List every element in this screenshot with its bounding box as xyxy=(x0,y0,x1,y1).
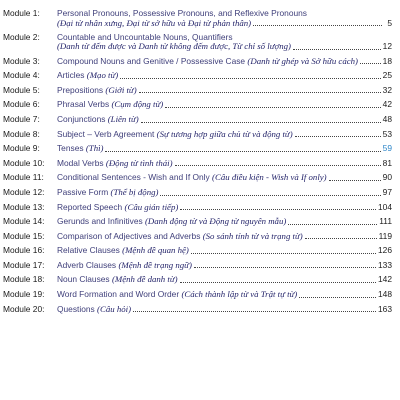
page-number[interactable]: 59 xyxy=(382,143,392,154)
leader-dots xyxy=(139,92,381,93)
page-number: 32 xyxy=(382,84,392,95)
module-title: Passive Form xyxy=(57,186,109,197)
module-subtitle: (Danh từ ghép và Sở hữu cách) xyxy=(247,55,358,66)
toc-row[interactable] xyxy=(3,232,392,242)
page-number: 104 xyxy=(378,201,392,212)
page-number: 97 xyxy=(382,186,392,197)
module-entry xyxy=(57,115,392,125)
module-entry xyxy=(57,9,392,28)
entry-line xyxy=(57,188,392,198)
module-number: Module 12: xyxy=(3,186,45,197)
module-number: Module 17: xyxy=(3,259,45,270)
leader-dots xyxy=(288,224,377,225)
module-number: Module 20: xyxy=(3,303,45,314)
module-subtitle: (Mệnh đề danh từ) xyxy=(111,274,178,285)
module-subtitle: (Liên từ) xyxy=(107,113,139,124)
module-entry xyxy=(57,33,392,52)
module-number: Module 10: xyxy=(3,157,45,168)
module-entry xyxy=(57,173,392,183)
entry-line xyxy=(57,86,392,96)
module-number: Module 4: xyxy=(3,70,40,81)
leader-dots xyxy=(141,122,381,123)
toc-row[interactable] xyxy=(3,173,392,183)
module-subtitle: (Câu điều kiện - Wish và If only) xyxy=(212,172,327,183)
module-title: Conditional Sentences - Wish and If Only xyxy=(57,172,210,183)
module-title: Conjunctions xyxy=(57,113,106,124)
module-title: Phrasal Verbs xyxy=(57,99,110,110)
module-subtitle: (Cách thành lập từ và Trật tự từ) xyxy=(181,289,298,300)
page-number: 163 xyxy=(378,303,392,314)
module-number: Module 15: xyxy=(3,230,45,241)
toc-row[interactable] xyxy=(3,33,392,52)
entry-line xyxy=(57,232,392,242)
entry-line xyxy=(57,217,392,227)
entry-line xyxy=(57,159,392,169)
module-subtitle: (Cụm động từ) xyxy=(111,99,164,110)
toc-row[interactable] xyxy=(3,9,392,28)
module-entry xyxy=(57,305,392,315)
module-subtitle: (Danh từ đếm được và Danh từ không đếm được, Từ chỉ số lượng) xyxy=(57,41,291,52)
module-number: Module 1: xyxy=(3,8,40,18)
entry-line xyxy=(57,173,392,183)
module-entry xyxy=(57,57,392,67)
module-number: Module 11: xyxy=(3,172,44,183)
leader-dots xyxy=(299,297,376,298)
entry-line xyxy=(57,275,392,285)
module-title: Noun Clauses xyxy=(57,274,110,285)
toc-row[interactable] xyxy=(3,261,392,271)
page-number: 119 xyxy=(378,230,392,241)
entry-line xyxy=(57,71,392,81)
leader-dots xyxy=(133,311,376,312)
module-title: Modal Verbs xyxy=(57,157,104,168)
module-subtitle: (Mệnh đề quan hệ) xyxy=(122,245,189,256)
leader-dots xyxy=(175,165,381,166)
toc-row[interactable] xyxy=(3,57,392,67)
module-number: Module 13: xyxy=(3,201,45,212)
leader-dots xyxy=(180,282,376,283)
module-entry xyxy=(57,188,392,198)
toc-row[interactable] xyxy=(3,86,392,96)
toc-row[interactable] xyxy=(3,246,392,256)
module-entry xyxy=(57,130,392,140)
module-number: Module 8: xyxy=(3,128,40,139)
page-number: 126 xyxy=(378,245,392,256)
entry-line xyxy=(57,115,392,125)
module-subtitle: (Câu gián tiếp) xyxy=(124,201,179,212)
module-entry xyxy=(57,100,392,110)
leader-dots xyxy=(253,25,382,26)
module-title: Subject – Verb Agreement xyxy=(57,128,155,139)
module-entry xyxy=(57,71,392,81)
entry-line-2 xyxy=(57,19,392,29)
leader-dots xyxy=(191,253,376,254)
entry-line xyxy=(57,203,392,213)
entry-line xyxy=(57,130,392,140)
module-subtitle: (So sánh tính từ và trạng từ) xyxy=(202,230,303,241)
toc-row[interactable] xyxy=(3,203,392,213)
module-title: Articles xyxy=(57,70,85,81)
toc-row[interactable] xyxy=(3,275,392,285)
entry-line xyxy=(57,305,392,315)
entry-line xyxy=(57,100,392,110)
module-number: Module 5: xyxy=(3,84,40,95)
module-subtitle: (Thì) xyxy=(85,143,104,154)
leader-dots xyxy=(165,107,380,108)
toc-row[interactable] xyxy=(3,144,392,154)
entry-line xyxy=(57,261,392,271)
page-number: 142 xyxy=(378,274,392,285)
page-number: 12 xyxy=(382,41,392,52)
toc-row[interactable] xyxy=(3,130,392,140)
page-number: 18 xyxy=(382,55,392,66)
leader-dots xyxy=(293,49,381,50)
page-number: 5 xyxy=(387,17,392,28)
module-title: Word Formation and Word Order xyxy=(57,289,180,300)
module-title: Countable and Uncountable Nouns, Quantifiers xyxy=(57,31,233,42)
module-title: Relative Clauses xyxy=(57,245,120,256)
leader-dots xyxy=(305,238,377,239)
entry-line-2 xyxy=(57,42,392,52)
module-entry xyxy=(57,203,392,213)
leader-dots xyxy=(295,136,381,137)
module-number: Module 19: xyxy=(3,289,45,300)
toc-row[interactable] xyxy=(3,188,392,198)
toc-row[interactable] xyxy=(3,305,392,315)
module-title: Gerunds and Infinitives xyxy=(57,216,143,227)
page-number: 111 xyxy=(379,216,392,227)
module-title: Reported Speech xyxy=(57,201,123,212)
module-entry xyxy=(57,159,392,169)
page-number: 133 xyxy=(378,259,392,270)
module-subtitle: (Câu hỏi) xyxy=(97,303,132,314)
toc-list xyxy=(3,9,392,314)
module-entry xyxy=(57,246,392,256)
module-subtitle: (Động từ tình thái) xyxy=(105,157,173,168)
module-number: Module 9: xyxy=(3,143,40,154)
module-title: Adverb Clauses xyxy=(57,259,117,270)
page-number: 53 xyxy=(382,128,392,139)
module-subtitle: (Giới từ) xyxy=(105,84,137,95)
entry-line xyxy=(57,246,392,256)
module-title: Comparison of Adjectives and Adverbs xyxy=(57,230,201,241)
toc-row[interactable] xyxy=(3,217,392,227)
leader-dots xyxy=(180,209,376,210)
module-number: Module 2: xyxy=(3,31,40,42)
module-number: Module 6: xyxy=(3,99,40,110)
page-number: 48 xyxy=(382,113,392,124)
module-title: Questions xyxy=(57,303,95,314)
toc-row[interactable] xyxy=(3,100,392,110)
toc-row[interactable] xyxy=(3,71,392,81)
module-entry xyxy=(57,290,392,300)
page-number: 25 xyxy=(382,70,392,81)
toc-row[interactable] xyxy=(3,159,392,169)
module-number: Module 7: xyxy=(3,113,40,124)
toc-row[interactable] xyxy=(3,290,392,300)
page-number: 148 xyxy=(378,289,392,300)
page-number: 90 xyxy=(382,172,392,183)
module-entry xyxy=(57,217,392,227)
module-entry xyxy=(57,275,392,285)
module-entry xyxy=(57,144,392,154)
module-number: Module 3: xyxy=(3,55,40,66)
module-subtitle: (Đại từ nhân xưng, Đại từ sở hữu và Đại từ phản thân) xyxy=(57,17,252,28)
module-entry xyxy=(57,86,392,96)
entry-line xyxy=(57,144,392,154)
leader-dots xyxy=(360,63,381,64)
module-subtitle: (Mạo từ) xyxy=(86,70,119,81)
module-number: Module 14: xyxy=(3,216,45,227)
leader-dots xyxy=(105,151,380,152)
module-number: Module 18: xyxy=(3,274,45,285)
leader-dots xyxy=(120,78,380,79)
module-title: Tenses xyxy=(57,143,84,154)
module-subtitle: (Danh động từ và Động từ nguyên mẫu) xyxy=(145,216,287,227)
module-entry xyxy=(57,261,392,271)
leader-dots xyxy=(194,267,376,268)
toc-row[interactable] xyxy=(3,115,392,125)
entry-line xyxy=(57,57,392,67)
page-number: 42 xyxy=(382,99,392,110)
page-number: 81 xyxy=(382,157,392,168)
module-subtitle: (Sự tương hợp giữa chủ từ và động từ) xyxy=(156,128,293,139)
module-title: Personal Pronouns, Possessive Pronouns, and Reflexive Pronouns xyxy=(57,8,307,18)
module-title: Prepositions xyxy=(57,84,104,95)
module-subtitle: (Thể bị động) xyxy=(110,186,159,197)
leader-dots xyxy=(160,195,380,196)
module-number: Module 16: xyxy=(3,245,45,256)
leader-dots xyxy=(329,180,381,181)
module-entry xyxy=(57,232,392,242)
module-title: Compound Nouns and Genitive / Possessive Case xyxy=(57,55,246,66)
entry-line xyxy=(57,290,392,300)
module-subtitle: (Mệnh đề trạng ngữ) xyxy=(118,259,192,270)
